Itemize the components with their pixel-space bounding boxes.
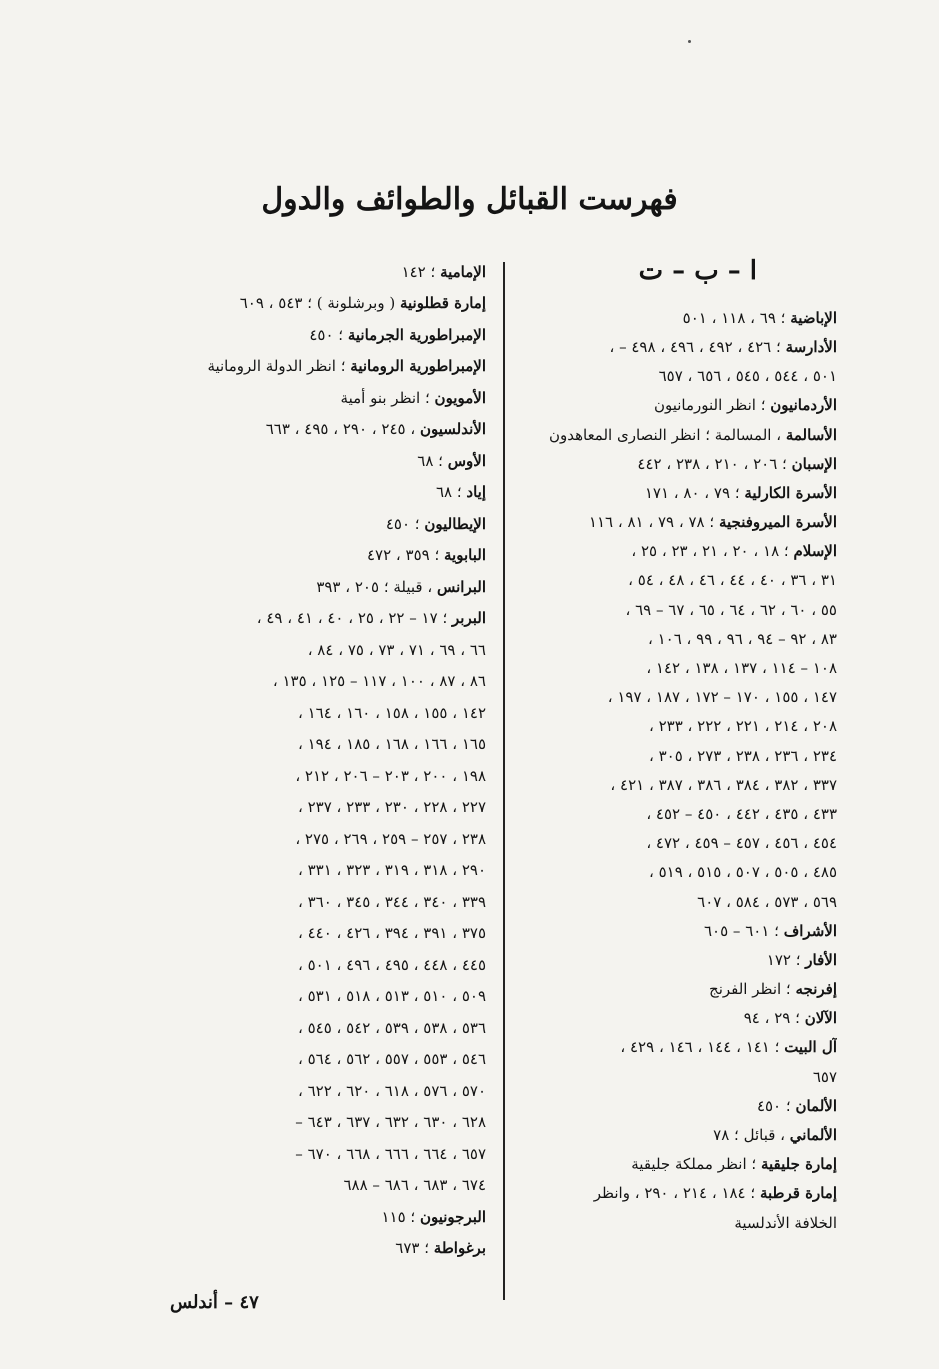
index-entry-line bbox=[160, 792, 486, 824]
entry-term: الألمان bbox=[795, 1096, 837, 1115]
entry-term: الأسرة الكارلية bbox=[744, 483, 837, 502]
entry-page-refs: ، ٢٤٥ ، ٢٩٠ ، ٤٩٥ ، ٦٦٣ bbox=[265, 420, 416, 439]
entry-page-refs: ؛ ١٧٢ bbox=[766, 950, 801, 969]
entry-page-refs: ؛ انظر الفرنج bbox=[709, 980, 791, 999]
index-entry-line bbox=[515, 391, 837, 420]
index-entry-line bbox=[160, 603, 486, 635]
index-entry-line bbox=[160, 571, 486, 603]
index-entry-line bbox=[515, 449, 837, 478]
index-entry-line bbox=[160, 351, 486, 383]
entry-page-refs: ١٩٨ ، ٢٠٠ ، ٢٠٣ – ٢٠٦ ، ٢١٢ ، bbox=[295, 766, 486, 785]
entry-page-refs: ٦٦ ، ٦٩ ، ٧١ ، ٧٣ ، ٧٥ ، ٨٤ ، bbox=[307, 640, 486, 659]
entry-term: البربر bbox=[452, 609, 486, 628]
entry-page-refs: ٣٧٥ ، ٣٩١ ، ٣٩٤ ، ٤٢٦ ، ٤٤٠ ، bbox=[297, 924, 486, 943]
entry-page-refs: ٦٥٧ ، ٦٦٤ ، ٦٦٦ ، ٦٦٨ ، ٦٧٠ – bbox=[295, 1144, 486, 1163]
entry-page-refs: ؛ ٢٠٦ ، ٢١٠ ، ٢٣٨ ، ٤٤٢ bbox=[637, 454, 787, 473]
index-entry-line bbox=[515, 478, 837, 507]
entry-page-refs: ٥٦٩ ، ٥٧٣ ، ٥٨٤ ، ٦٠٧ bbox=[697, 892, 837, 911]
entry-page-refs: ؛ ٦٨ bbox=[417, 451, 443, 470]
entry-page-refs: ٣٣٧ ، ٣٨٢ ، ٣٨٤ ، ٣٨٦ ، ٣٨٧ ، ٤٢١ ، bbox=[610, 775, 837, 794]
entry-page-refs: ٤٤٥ ، ٤٤٨ ، ٤٩٥ ، ٤٩٦ ، ٥٠١ ، bbox=[297, 955, 486, 974]
entry-page-refs: ، قبائل ؛ ٧٨ bbox=[713, 1126, 785, 1145]
entry-page-refs: ٥٤٦ ، ٥٥٣ ، ٥٥٧ ، ٥٦٢ ، ٥٦٤ ، bbox=[297, 1050, 486, 1069]
entry-page-refs: ٢٩٠ ، ٣١٨ ، ٣١٩ ، ٣٢٣ ، ٣٣١ ، bbox=[297, 861, 486, 880]
index-entry-line bbox=[160, 918, 486, 950]
entry-page-refs: ؛ ١٨٤ ، ٢١٤ ، ٢٩٠ ، وانظر bbox=[593, 1184, 756, 1203]
index-entry-line bbox=[160, 855, 486, 887]
index-entry-line bbox=[515, 1208, 837, 1237]
index-entry-line bbox=[160, 1138, 486, 1170]
index-entry-line bbox=[160, 256, 486, 288]
entry-page-refs: ٤٣٣ ، ٤٣٥ ، ٤٤٢ ، ٤٥٠ – ٤٥٢ ، bbox=[646, 804, 837, 823]
entry-page-refs: ؛ انظر بنو أمية bbox=[340, 388, 430, 407]
entry-page-refs: ٥٥ ، ٦٠ ، ٦٢ ، ٦٤ ، ٦٥ ، ٦٧ – ٦٩ ، bbox=[625, 600, 837, 619]
index-entry-line bbox=[515, 332, 837, 361]
entry-page-refs: ؛ ٧٩ ، ٨٠ ، ١٧١ bbox=[644, 483, 740, 502]
entry-page-refs: ؛ ٤٥٠ bbox=[756, 1096, 791, 1115]
index-entry-line bbox=[515, 362, 837, 391]
index-entry-line bbox=[515, 1062, 837, 1091]
entry-term: الألماني bbox=[789, 1126, 837, 1145]
entry-term: الأسالمة bbox=[785, 425, 837, 444]
index-entry-line bbox=[160, 382, 486, 414]
index-entry-line bbox=[160, 886, 486, 918]
entry-page-refs: ٤٨٥ ، ٥٠٥ ، ٥٠٧ ، ٥١٥ ، ٥١٩ ، bbox=[648, 863, 837, 882]
index-entry-line bbox=[160, 445, 486, 477]
index-entry-line bbox=[160, 288, 486, 320]
entry-page-refs: ٦٥٧ bbox=[812, 1067, 837, 1086]
index-entry-line bbox=[515, 799, 837, 828]
index-column-left bbox=[160, 256, 486, 1264]
index-entry-line bbox=[515, 420, 837, 449]
left-entries bbox=[160, 256, 486, 1264]
entry-page-refs: ٨٣ ، ٩٢ – ٩٤ ، ٩٦ ، ٩٩ ، ١٠٦ ، bbox=[647, 629, 837, 648]
index-entry-line bbox=[160, 634, 486, 666]
entry-term: الإسلام bbox=[793, 542, 837, 561]
entry-page-refs: ؛ ٣٥٩ ، ٤٧٢ bbox=[366, 546, 440, 565]
entry-term: الأدارسة bbox=[785, 337, 837, 356]
entry-page-refs: ١٤٢ ، ١٥٥ ، ١٥٨ ، ١٦٠ ، ١٦٤ ، bbox=[297, 703, 486, 722]
entry-term: إمارة قرطبة bbox=[759, 1184, 837, 1203]
index-column-right bbox=[515, 256, 837, 1237]
index-entry-line bbox=[515, 887, 837, 916]
index-entry-line bbox=[515, 1150, 837, 1179]
index-entry-line bbox=[515, 770, 837, 799]
entry-page-refs: ؛ انظر الدولة الرومانية bbox=[207, 357, 346, 376]
entry-term: البابوية bbox=[444, 546, 486, 565]
index-entry-line bbox=[160, 477, 486, 509]
index-entry-line bbox=[160, 1044, 486, 1076]
index-entry-line bbox=[515, 303, 837, 332]
entry-term: الأردمانيون bbox=[770, 396, 837, 415]
index-entry-line bbox=[515, 566, 837, 595]
entry-term: الأفار bbox=[805, 950, 837, 969]
index-entry-line bbox=[515, 508, 837, 537]
entry-page-refs: ٢٣٤ ، ٢٣٦ ، ٢٣٨ ، ٢٧٣ ، ٣٠٥ ، bbox=[648, 746, 837, 765]
entry-term: آل البيت bbox=[784, 1038, 837, 1057]
column-divider bbox=[503, 262, 505, 1300]
entry-term: الإيطاليون bbox=[424, 514, 486, 533]
entry-page-refs: ، المسالمة ؛ انظر النصارى المعاهدون bbox=[548, 425, 782, 444]
index-entry-line bbox=[515, 829, 837, 858]
entry-term: الأشراف bbox=[783, 921, 837, 940]
page-footer: ٤٧ – أندلس bbox=[170, 1292, 259, 1313]
index-entry-line bbox=[160, 1170, 486, 1202]
section-spacer bbox=[515, 285, 837, 303]
entry-term: إمارة جليقية bbox=[760, 1155, 837, 1174]
index-entry-line bbox=[160, 414, 486, 446]
entry-page-refs: ١٠٨ – ١١٤ ، ١٣٧ ، ١٣٨ ، ١٤٢ ، bbox=[646, 659, 837, 678]
entry-page-refs: ؛ ٦٠١ – ٦٠٥ bbox=[703, 921, 779, 940]
index-entry-line bbox=[160, 1107, 486, 1139]
entry-page-refs: ( وبرشلونة ) ؛ ٥٤٣ ، ٦٠٩ bbox=[239, 294, 396, 313]
index-entry-line bbox=[160, 666, 486, 698]
entry-page-refs: ؛ ١٤٢ bbox=[401, 262, 436, 281]
entry-page-refs: ٥٧٠ ، ٥٧٦ ، ٦١٨ ، ٦٢٠ ، ٦٢٢ ، bbox=[297, 1081, 486, 1100]
index-entry-line bbox=[515, 595, 837, 624]
page-title: فهرست القبائل والطوائف والدول bbox=[261, 182, 678, 217]
entry-term: الإمبراطورية الجرمانية bbox=[347, 325, 486, 344]
entry-page-refs: ؛ انظر مملكة جليقية bbox=[631, 1155, 757, 1174]
entry-page-refs: ٦٢٨ ، ٦٣٠ ، ٦٣٢ ، ٦٣٧ ، ٦٤٣ – bbox=[295, 1113, 486, 1132]
index-entry-line bbox=[515, 1004, 837, 1033]
entry-page-refs: ؛ ٦٨ bbox=[435, 483, 462, 502]
right-entries bbox=[515, 303, 837, 1237]
index-entry-line bbox=[160, 823, 486, 855]
index-entry-line bbox=[515, 1120, 837, 1149]
entry-term: الإسبان bbox=[791, 454, 837, 473]
entry-term: الإباضية bbox=[790, 308, 837, 327]
index-entry-line bbox=[160, 540, 486, 572]
section-letters: ا – ب – ت bbox=[638, 256, 757, 286]
entry-term: البرانس bbox=[436, 577, 486, 596]
entry-page-refs: ؛ ١١٥ bbox=[381, 1207, 416, 1226]
entry-term: إمارة قطلونية bbox=[399, 294, 486, 313]
entry-page-refs: ٨٦ ، ٨٧ ، ١٠٠ ، ١١٧ – ١٢٥ ، ١٣٥ ، bbox=[272, 672, 486, 691]
entry-page-refs: الخلافة الأندلسية bbox=[734, 1213, 837, 1232]
index-entry-line bbox=[160, 319, 486, 351]
index-entry-line bbox=[160, 760, 486, 792]
entry-term: الآلان bbox=[804, 1009, 837, 1028]
index-entry-line bbox=[515, 683, 837, 712]
entry-term: برغواطة bbox=[433, 1239, 486, 1258]
entry-page-refs: ؛ ١٨ ، ٢٠ ، ٢١ ، ٢٣ ، ٢٥ ، bbox=[631, 542, 789, 561]
index-entry-line bbox=[160, 1233, 486, 1265]
entry-page-refs: ؛ ١٧ – ٢٢ ، ٢٥ ، ٤٠ ، ٤١ ، ٤٩ ، bbox=[256, 609, 448, 628]
entry-page-refs: ٦٧٤ ، ٦٨٣ ، ٦٨٦ – ٦٨٨ bbox=[343, 1176, 486, 1195]
entry-page-refs: ؛ ١٤١ ، ١٤٤ ، ١٤٦ ، ٤٢٩ ، bbox=[620, 1038, 780, 1057]
entry-page-refs: ٥٣٦ ، ٥٣٨ ، ٥٣٩ ، ٥٤٢ ، ٥٤٥ ، bbox=[297, 1018, 486, 1037]
entry-page-refs: ٤٥٤ ، ٤٥٦ ، ٤٥٧ – ٤٥٩ ، ٤٧٢ ، bbox=[646, 834, 837, 853]
index-entry-line bbox=[515, 945, 837, 974]
entry-page-refs: ٥٠١ ، ٥٤٤ ، ٥٤٥ ، ٦٥٦ ، ٦٥٧ bbox=[658, 367, 837, 386]
index-entry-line bbox=[515, 624, 837, 653]
index-entry-line bbox=[515, 1179, 837, 1208]
entry-page-refs: ؛ انظر النورمانيون bbox=[653, 396, 766, 415]
index-entry-line bbox=[515, 916, 837, 945]
index-entry-line bbox=[160, 508, 486, 540]
entry-term: الأسرة الميروفنجية bbox=[718, 513, 837, 532]
index-entry-line bbox=[160, 697, 486, 729]
entry-term: الأندلسيون bbox=[419, 420, 486, 439]
entry-page-refs: ٢٢٧ ، ٢٢٨ ، ٢٣٠ ، ٢٣٣ ، ٢٣٧ ، bbox=[297, 798, 486, 817]
entry-page-refs: ؛ ٧٨ ، ٧٩ ، ٨١ ، ١١٦ bbox=[588, 513, 715, 532]
index-entry-line bbox=[515, 858, 837, 887]
index-entry-line bbox=[160, 1012, 486, 1044]
index-entry-line bbox=[515, 975, 837, 1004]
index-entry-line bbox=[160, 949, 486, 981]
entry-term: الأمويون bbox=[434, 388, 486, 407]
index-entry-line bbox=[515, 1033, 837, 1062]
entry-page-refs: ؛ ٢٩ ، ٩٤ bbox=[743, 1009, 800, 1028]
entry-term: الإمامية bbox=[440, 262, 486, 281]
entry-page-refs: ؛ ٤٥٠ bbox=[385, 514, 420, 533]
entry-page-refs: ؛ ٤٢٦ ، ٤٩٢ ، ٤٩٦ ، ٤٩٨ – ، bbox=[609, 337, 781, 356]
entry-page-refs: ؛ ٦٩ ، ١١٨ ، ٥٠١ bbox=[682, 308, 786, 327]
entry-page-refs: ؛ ٤٥٠ bbox=[309, 325, 344, 344]
entry-page-refs: ٢٠٨ ، ٢١٤ ، ٢٢١ ، ٢٢٢ ، ٢٣٣ ، bbox=[648, 717, 837, 736]
index-entry-line bbox=[160, 981, 486, 1013]
entry-term: البرجونيون bbox=[419, 1207, 486, 1226]
index-entry-line bbox=[160, 1075, 486, 1107]
entry-page-refs: ٥٠٩ ، ٥١٠ ، ٥١٣ ، ٥١٨ ، ٥٣١ ، bbox=[297, 987, 486, 1006]
entry-page-refs: ٣١ ، ٣٦ ، ٤٠ ، ٤٤ ، ٤٦ ، ٤٨ ، ٥٤ ، bbox=[628, 571, 837, 590]
index-entry-line bbox=[515, 741, 837, 770]
index-entry-line bbox=[515, 537, 837, 566]
entry-page-refs: ١٤٧ ، ١٥٥ ، ١٧٠ – ١٧٢ ، ١٨٧ ، ١٩٧ ، bbox=[607, 688, 837, 707]
entry-term: الأوس bbox=[447, 451, 486, 470]
index-entry-line bbox=[515, 1091, 837, 1120]
entry-term: الإمبراطورية الرومانية bbox=[350, 357, 486, 376]
index-entry-line bbox=[515, 653, 837, 682]
entry-page-refs: ٢٣٨ ، ٢٥٧ – ٢٥٩ ، ٢٦٩ ، ٢٧٥ ، bbox=[295, 829, 486, 848]
index-entry-line bbox=[160, 1201, 486, 1233]
index-entry-line bbox=[160, 729, 486, 761]
print-speck bbox=[688, 40, 691, 43]
entry-term: إياد bbox=[466, 483, 486, 502]
entry-page-refs: ١٦٥ ، ١٦٦ ، ١٦٨ ، ١٨٥ ، ١٩٤ ، bbox=[297, 735, 486, 754]
entry-page-refs: ؛ ٦٧٣ bbox=[395, 1239, 430, 1258]
entry-page-refs: ٣٣٩ ، ٣٤٠ ، ٣٤٤ ، ٣٤٥ ، ٣٦٠ ، bbox=[297, 892, 486, 911]
index-entry-line bbox=[515, 712, 837, 741]
entry-term: إفرنجه bbox=[795, 980, 837, 999]
entry-page-refs: ، قبيلة ؛ ٢٠٥ ، ٣٩٣ bbox=[316, 577, 433, 596]
